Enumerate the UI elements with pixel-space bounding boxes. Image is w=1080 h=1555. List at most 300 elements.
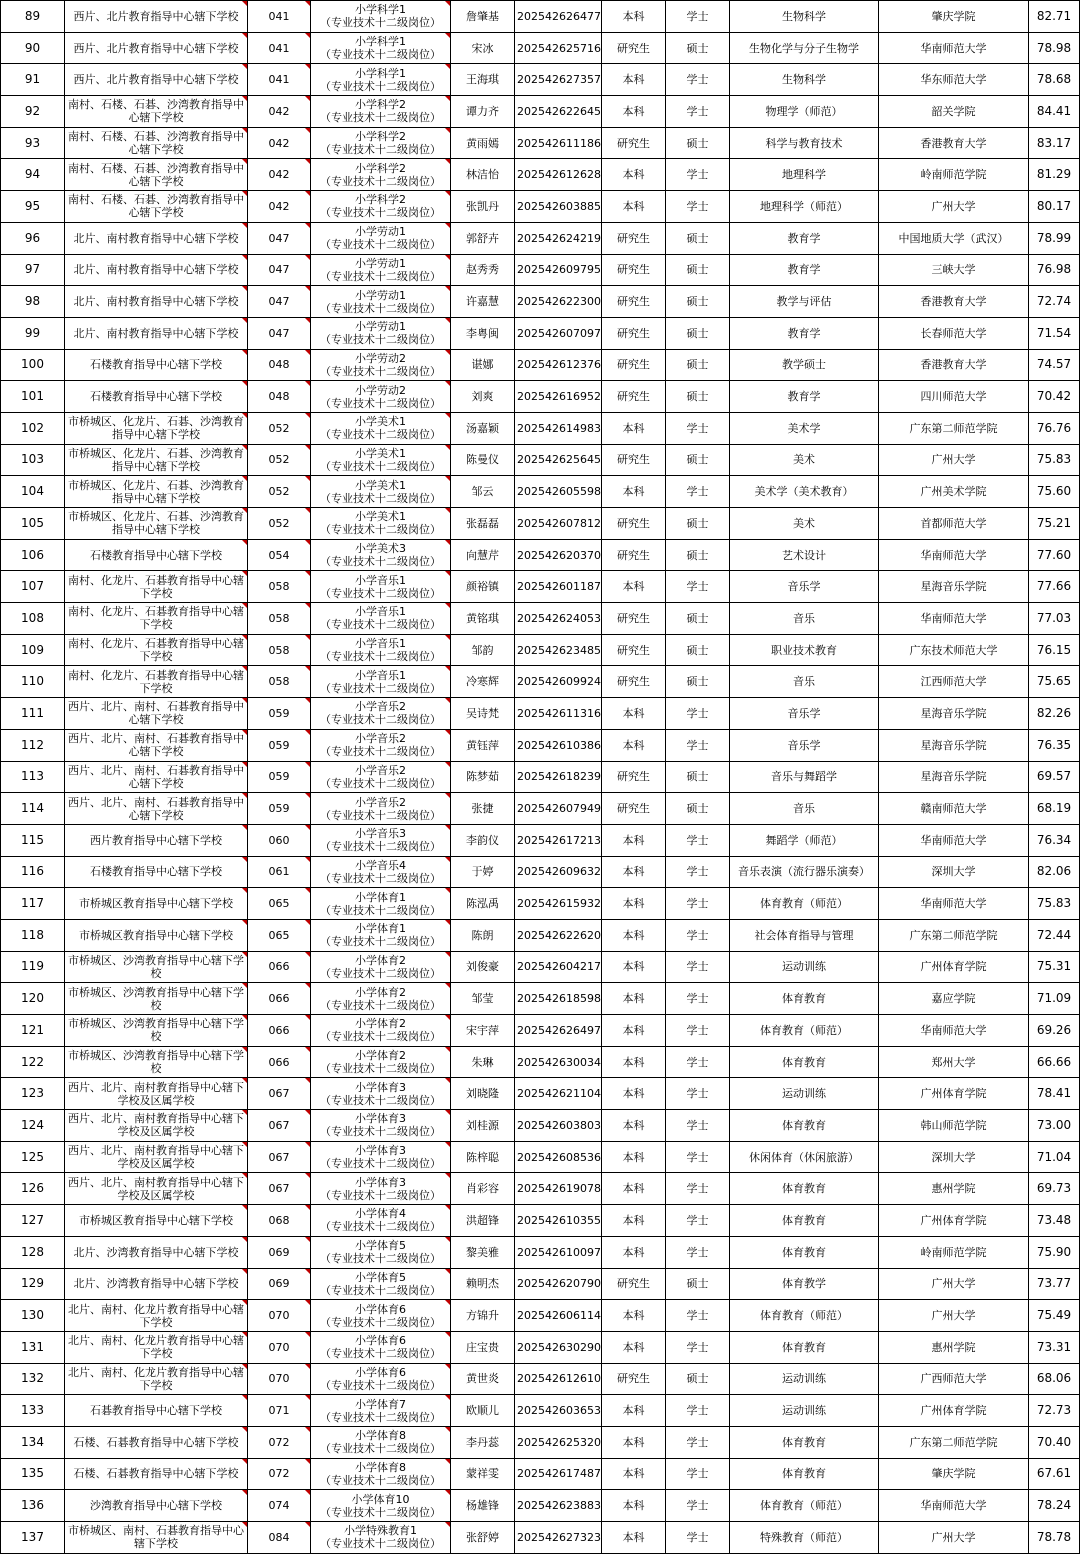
candidate-name-cell: 颜裕镇 [451,571,515,603]
row-number-cell: 97 [1,254,65,286]
row-number-cell: 126 [1,1173,65,1205]
candidate-name-cell: 邹韵 [451,634,515,666]
candidate-name-cell: 张捷 [451,793,515,825]
university-cell: 广州大学 [879,1522,1029,1554]
school-unit-cell: 北片、沙湾教育指导中心辖下学校 [65,1236,248,1268]
school-unit-cell: 西片、北片、南村、石碁教育指导中心辖下学校 [65,761,248,793]
university-cell: 星海音乐学院 [879,729,1029,761]
candidate-name-cell: 向慧芹 [451,539,515,571]
post-grade: （专业技术十二级岗位） [320,713,441,727]
score-cell: 68.19 [1029,793,1080,825]
row-number-cell: 121 [1,1015,65,1047]
degree-cell: 硕士 [666,444,730,476]
row-number-cell: 122 [1,1046,65,1078]
degree-cell: 学士 [666,476,730,508]
university-cell: 惠州学院 [879,1173,1029,1205]
degree-cell: 硕士 [666,603,730,635]
major-cell: 地理科学（师范） [730,191,879,223]
school-unit-cell: 沙湾教育指导中心辖下学校 [65,1490,248,1522]
candidate-name-cell: 于婷 [451,856,515,888]
row-number-cell: 100 [1,349,65,381]
table-row [1,1395,1080,1427]
education-cell: 本科 [602,1331,666,1363]
education-cell: 本科 [602,1522,666,1554]
degree-cell: 硕士 [666,793,730,825]
education-cell: 研究生 [602,1268,666,1300]
degree-cell: 学士 [666,1490,730,1522]
post-grade: （专业技术十二级岗位） [320,491,441,505]
major-cell: 生物科学 [730,64,879,96]
post-grade: （专业技术十二级岗位） [320,301,441,315]
post-grade: （专业技术十二级岗位） [320,618,441,632]
post-grade: （专业技术十二级岗位） [320,79,441,93]
post-code-cell: 052 [248,444,311,476]
post-name-cell [311,1141,451,1173]
degree-cell: 硕士 [666,761,730,793]
major-cell: 音乐学 [730,729,879,761]
post-code-cell: 041 [248,64,311,96]
post-name-cell [311,96,451,128]
education-cell: 本科 [602,1046,666,1078]
degree-cell: 学士 [666,1522,730,1554]
candidate-name-cell: 黎美雅 [451,1236,515,1268]
post-title: 小学体育5 [355,1270,406,1284]
table-row [1,127,1080,159]
candidate-name-cell: 方锦升 [451,1300,515,1332]
score-cell: 84.41 [1029,96,1080,128]
major-cell: 美术学 [730,412,879,444]
university-cell: 星海音乐学院 [879,761,1029,793]
education-cell: 本科 [602,159,666,191]
university-cell: 华南师范大学 [879,888,1029,920]
degree-cell: 学士 [666,1236,730,1268]
post-title: 小学科学2 [355,98,406,112]
exam-id-cell: 202542621104 [515,1078,602,1110]
education-cell: 本科 [602,824,666,856]
table-row [1,159,1080,191]
candidate-name-cell: 刘晓隆 [451,1078,515,1110]
row-number-cell: 123 [1,1078,65,1110]
exam-id-cell: 202542623485 [515,634,602,666]
row-number-cell: 92 [1,96,65,128]
school-unit-cell: 市桥城区、沙湾教育指导中心辖下学校 [65,1015,248,1047]
education-cell: 研究生 [602,539,666,571]
school-unit-cell: 北片、南村教育指导中心辖下学校 [65,286,248,318]
degree-cell: 学士 [666,1331,730,1363]
post-title: 小学科学2 [355,161,406,175]
post-grade: （专业技术十二级岗位） [320,1283,441,1297]
score-cell: 68.06 [1029,1363,1080,1395]
exam-id-cell: 202542630290 [515,1331,602,1363]
education-cell: 本科 [602,1300,666,1332]
education-cell: 本科 [602,96,666,128]
post-code-cell: 042 [248,96,311,128]
post-grade: （专业技术十二级岗位） [320,840,441,854]
post-grade: （专业技术十二级岗位） [320,238,441,252]
score-cell: 78.68 [1029,64,1080,96]
post-name-cell [311,951,451,983]
score-cell: 81.29 [1029,159,1080,191]
exam-id-cell: 202542609795 [515,254,602,286]
major-cell: 音乐与舞蹈学 [730,761,879,793]
school-unit-cell: 市桥城区教育指导中心辖下学校 [65,888,248,920]
major-cell: 体育教学 [730,1268,879,1300]
education-cell: 研究生 [602,349,666,381]
post-code-cell: 059 [248,793,311,825]
post-name-cell [311,1268,451,1300]
education-cell: 本科 [602,856,666,888]
score-cell: 78.24 [1029,1490,1080,1522]
row-number-cell: 134 [1,1426,65,1458]
post-code-cell: 047 [248,317,311,349]
post-name-cell [311,888,451,920]
post-title: 小学音乐1 [355,605,406,619]
score-cell: 82.26 [1029,698,1080,730]
exam-id-cell: 202542612610 [515,1363,602,1395]
school-unit-cell: 北片、南村教育指导中心辖下学校 [65,222,248,254]
table-row [1,539,1080,571]
education-cell: 研究生 [602,32,666,64]
post-name-cell [311,1205,451,1237]
score-cell: 76.34 [1029,824,1080,856]
post-title: 小学体育8 [355,1429,406,1443]
post-title: 小学体育3 [355,1175,406,1189]
major-cell: 教育学 [730,222,879,254]
university-cell: 广东技术师范大学 [879,634,1029,666]
table-row [1,254,1080,286]
school-unit-cell: 北片、沙湾教育指导中心辖下学校 [65,1268,248,1300]
degree-cell: 学士 [666,1,730,33]
exam-id-cell: 202542625716 [515,32,602,64]
school-unit-cell: 北片、南村、化龙片教育指导中心辖下学校 [65,1331,248,1363]
major-cell: 运动训练 [730,951,879,983]
university-cell: 广州美术学院 [879,476,1029,508]
row-number-cell: 120 [1,983,65,1015]
education-cell: 本科 [602,64,666,96]
post-name-cell [311,983,451,1015]
post-grade: （专业技术十二级岗位） [320,935,441,949]
candidate-name-cell: 刘爽 [451,381,515,413]
row-number-cell: 128 [1,1236,65,1268]
candidate-name-cell: 陈梦茹 [451,761,515,793]
post-grade: （专业技术十二级岗位） [320,1505,441,1519]
post-grade: （专业技术十二级岗位） [320,1125,441,1139]
major-cell: 休闲体育（休闲旅游） [730,1141,879,1173]
degree-cell: 硕士 [666,127,730,159]
degree-cell: 学士 [666,951,730,983]
education-cell: 研究生 [602,1363,666,1395]
score-cell: 70.42 [1029,381,1080,413]
post-grade: （专业技术十二级岗位） [320,681,441,695]
degree-cell: 硕士 [666,32,730,64]
candidate-name-cell: 张凯丹 [451,191,515,223]
table-row [1,761,1080,793]
major-cell: 教育学 [730,317,879,349]
post-code-cell: 058 [248,571,311,603]
post-title: 小学劳动1 [355,288,406,302]
exam-id-cell: 202542609924 [515,666,602,698]
candidate-name-cell: 肖彩容 [451,1173,515,1205]
post-grade: （专业技术十二级岗位） [320,1220,441,1234]
score-cell: 76.76 [1029,412,1080,444]
table-row [1,856,1080,888]
score-cell: 71.54 [1029,317,1080,349]
post-code-cell: 052 [248,412,311,444]
table-row [1,824,1080,856]
table-row [1,698,1080,730]
major-cell: 体育教育（师范） [730,1490,879,1522]
major-cell: 音乐学 [730,698,879,730]
university-cell: 华南师范大学 [879,1490,1029,1522]
post-code-cell: 066 [248,1046,311,1078]
post-code-cell: 070 [248,1363,311,1395]
post-grade: （专业技术十二级岗位） [320,396,441,410]
degree-cell: 硕士 [666,634,730,666]
school-unit-cell: 西片教育指导中心辖下学校 [65,824,248,856]
candidate-name-cell: 杨雄锋 [451,1490,515,1522]
major-cell: 教学与评估 [730,286,879,318]
post-name-cell [311,1363,451,1395]
major-cell: 艺术设计 [730,539,879,571]
row-number-cell: 89 [1,1,65,33]
university-cell: 三峡大学 [879,254,1029,286]
degree-cell: 学士 [666,698,730,730]
post-grade: （专业技术十二级岗位） [320,364,441,378]
exam-id-cell: 202542609632 [515,856,602,888]
post-title: 小学体育3 [355,1112,406,1126]
exam-id-cell: 202542606114 [515,1300,602,1332]
post-title: 小学体育4 [355,1207,406,1221]
major-cell: 体育教育（师范） [730,1300,879,1332]
post-code-cell: 065 [248,888,311,920]
post-title: 小学音乐2 [355,763,406,777]
post-grade: （专业技术十二级岗位） [320,650,441,664]
post-name-cell [311,571,451,603]
post-title: 小学科学1 [355,66,406,80]
row-number-cell: 99 [1,317,65,349]
post-grade: （专业技术十二级岗位） [320,428,441,442]
degree-cell: 学士 [666,1173,730,1205]
post-title: 小学科学1 [355,3,406,17]
row-number-cell: 98 [1,286,65,318]
school-unit-cell: 市桥城区、沙湾教育指导中心辖下学校 [65,983,248,1015]
score-cell: 78.99 [1029,222,1080,254]
score-cell: 72.44 [1029,919,1080,951]
post-grade: （专业技术十二级岗位） [320,1252,441,1266]
table-row [1,1110,1080,1142]
post-name-cell [311,1458,451,1490]
education-cell: 研究生 [602,254,666,286]
table-row [1,1015,1080,1047]
major-cell: 体育教育 [730,983,879,1015]
score-cell: 74.57 [1029,349,1080,381]
row-number-cell: 114 [1,793,65,825]
post-code-cell: 061 [248,856,311,888]
post-code-cell: 067 [248,1110,311,1142]
row-number-cell: 115 [1,824,65,856]
exam-id-cell: 202542611316 [515,698,602,730]
candidate-name-cell: 赵秀秀 [451,254,515,286]
school-unit-cell: 西片、北片、南村、石碁教育指导中心辖下学校 [65,698,248,730]
major-cell: 生物化学与分子生物学 [730,32,879,64]
post-title: 小学劳动1 [355,320,406,334]
degree-cell: 学士 [666,1300,730,1332]
table-row [1,412,1080,444]
post-title: 小学劳动1 [355,256,406,270]
post-code-cell: 066 [248,1015,311,1047]
degree-cell: 学士 [666,729,730,761]
table-row [1,191,1080,223]
post-title: 小学科学2 [355,193,406,207]
exam-id-cell: 202542618598 [515,983,602,1015]
candidate-name-cell: 汤嘉颖 [451,412,515,444]
post-name-cell [311,1522,451,1554]
post-code-cell: 072 [248,1426,311,1458]
degree-cell: 学士 [666,919,730,951]
school-unit-cell: 石楼、石碁教育指导中心辖下学校 [65,1426,248,1458]
score-cell: 67.61 [1029,1458,1080,1490]
major-cell: 音乐 [730,666,879,698]
university-cell: 长春师范大学 [879,317,1029,349]
candidate-name-cell: 欧顺儿 [451,1395,515,1427]
table-row [1,64,1080,96]
post-code-cell: 042 [248,127,311,159]
score-cell: 82.71 [1029,1,1080,33]
university-cell: 广州体育学院 [879,951,1029,983]
table-row [1,983,1080,1015]
exam-id-cell: 202542630034 [515,1046,602,1078]
post-title: 小学体育3 [355,1144,406,1158]
degree-cell: 学士 [666,983,730,1015]
major-cell: 教学硕士 [730,349,879,381]
school-unit-cell: 市桥城区、化龙片、石碁、沙湾教育指导中心辖下学校 [65,508,248,540]
university-cell: 岭南师范学院 [879,159,1029,191]
post-grade: （专业技术十二级岗位） [320,1157,441,1171]
post-title: 小学美术1 [355,478,406,492]
university-cell: 广州体育学院 [879,1395,1029,1427]
post-title: 小学音乐4 [355,858,406,872]
school-unit-cell: 市桥城区、沙湾教育指导中心辖下学校 [65,951,248,983]
major-cell: 运动训练 [730,1078,879,1110]
degree-cell: 学士 [666,1015,730,1047]
candidate-name-cell: 陈梓聪 [451,1141,515,1173]
major-cell: 美术 [730,508,879,540]
university-cell: 四川师范大学 [879,381,1029,413]
score-cell: 75.90 [1029,1236,1080,1268]
row-number-cell: 133 [1,1395,65,1427]
post-code-cell: 047 [248,222,311,254]
candidate-name-cell: 冷寒辉 [451,666,515,698]
post-name-cell [311,1046,451,1078]
post-title: 小学劳动2 [355,351,406,365]
university-cell: 广东第二师范学院 [879,1426,1029,1458]
table-row [1,317,1080,349]
exam-id-cell: 202542610097 [515,1236,602,1268]
degree-cell: 学士 [666,1205,730,1237]
score-cell: 76.15 [1029,634,1080,666]
exam-id-cell: 202542607812 [515,508,602,540]
candidate-name-cell: 邹云 [451,476,515,508]
school-unit-cell: 南村、石楼、石碁、沙湾教育指导中心辖下学校 [65,96,248,128]
university-cell: 华南师范大学 [879,539,1029,571]
exam-id-cell: 202542604217 [515,951,602,983]
post-code-cell: 058 [248,666,311,698]
school-unit-cell: 石楼教育指导中心辖下学校 [65,381,248,413]
school-unit-cell: 西片、北片、南村、石碁教育指导中心辖下学校 [65,793,248,825]
education-cell: 研究生 [602,444,666,476]
post-title: 小学体育2 [355,1017,406,1031]
school-unit-cell: 石楼、石碁教育指导中心辖下学校 [65,1458,248,1490]
table-row [1,666,1080,698]
row-number-cell: 135 [1,1458,65,1490]
exam-id-cell: 202542623883 [515,1490,602,1522]
exam-id-cell: 202542622645 [515,96,602,128]
table-row [1,1046,1080,1078]
exam-id-cell: 202542607097 [515,317,602,349]
candidate-name-cell: 宋冰 [451,32,515,64]
exam-id-cell: 202542601187 [515,571,602,603]
row-number-cell: 110 [1,666,65,698]
school-unit-cell: 南村、化龙片、石碁教育指导中心辖下学校 [65,603,248,635]
exam-id-cell: 202542627357 [515,64,602,96]
degree-cell: 硕士 [666,666,730,698]
post-title: 小学音乐1 [355,637,406,651]
post-title: 小学音乐1 [355,668,406,682]
education-cell: 本科 [602,1,666,33]
university-cell: 香港教育大学 [879,286,1029,318]
row-number-cell: 116 [1,856,65,888]
candidate-name-cell: 郭舒卉 [451,222,515,254]
post-name-cell [311,729,451,761]
score-cell: 75.83 [1029,888,1080,920]
post-title: 小学劳动1 [355,225,406,239]
university-cell: 首都师范大学 [879,508,1029,540]
post-code-cell: 047 [248,286,311,318]
exam-id-cell: 202542615932 [515,888,602,920]
post-title: 小学体育10 [351,1492,410,1506]
degree-cell: 学士 [666,96,730,128]
row-number-cell: 91 [1,64,65,96]
education-cell: 研究生 [602,666,666,698]
school-unit-cell: 西片、北片、南村、石碁教育指导中心辖下学校 [65,729,248,761]
candidate-name-cell: 谭力齐 [451,96,515,128]
education-cell: 本科 [602,698,666,730]
school-unit-cell: 南村、化龙片、石碁教育指导中心辖下学校 [65,634,248,666]
post-code-cell: 058 [248,603,311,635]
score-cell: 75.60 [1029,476,1080,508]
exam-id-cell: 202542616952 [515,381,602,413]
row-number-cell: 90 [1,32,65,64]
candidate-name-cell: 黄钰萍 [451,729,515,761]
score-cell: 73.00 [1029,1110,1080,1142]
post-name-cell [311,349,451,381]
post-title: 小学美术3 [355,542,406,556]
major-cell: 运动训练 [730,1395,879,1427]
exam-id-cell: 202542618239 [515,761,602,793]
table-row [1,381,1080,413]
post-name-cell [311,761,451,793]
score-cell: 78.78 [1029,1522,1080,1554]
table-row [1,603,1080,635]
post-code-cell: 054 [248,539,311,571]
table-row [1,888,1080,920]
exam-id-cell: 202542620790 [515,1268,602,1300]
post-grade: （专业技术十二级岗位） [320,1410,441,1424]
candidate-name-cell: 谌娜 [451,349,515,381]
score-cell: 75.31 [1029,951,1080,983]
education-cell: 本科 [602,1490,666,1522]
post-name-cell [311,286,451,318]
